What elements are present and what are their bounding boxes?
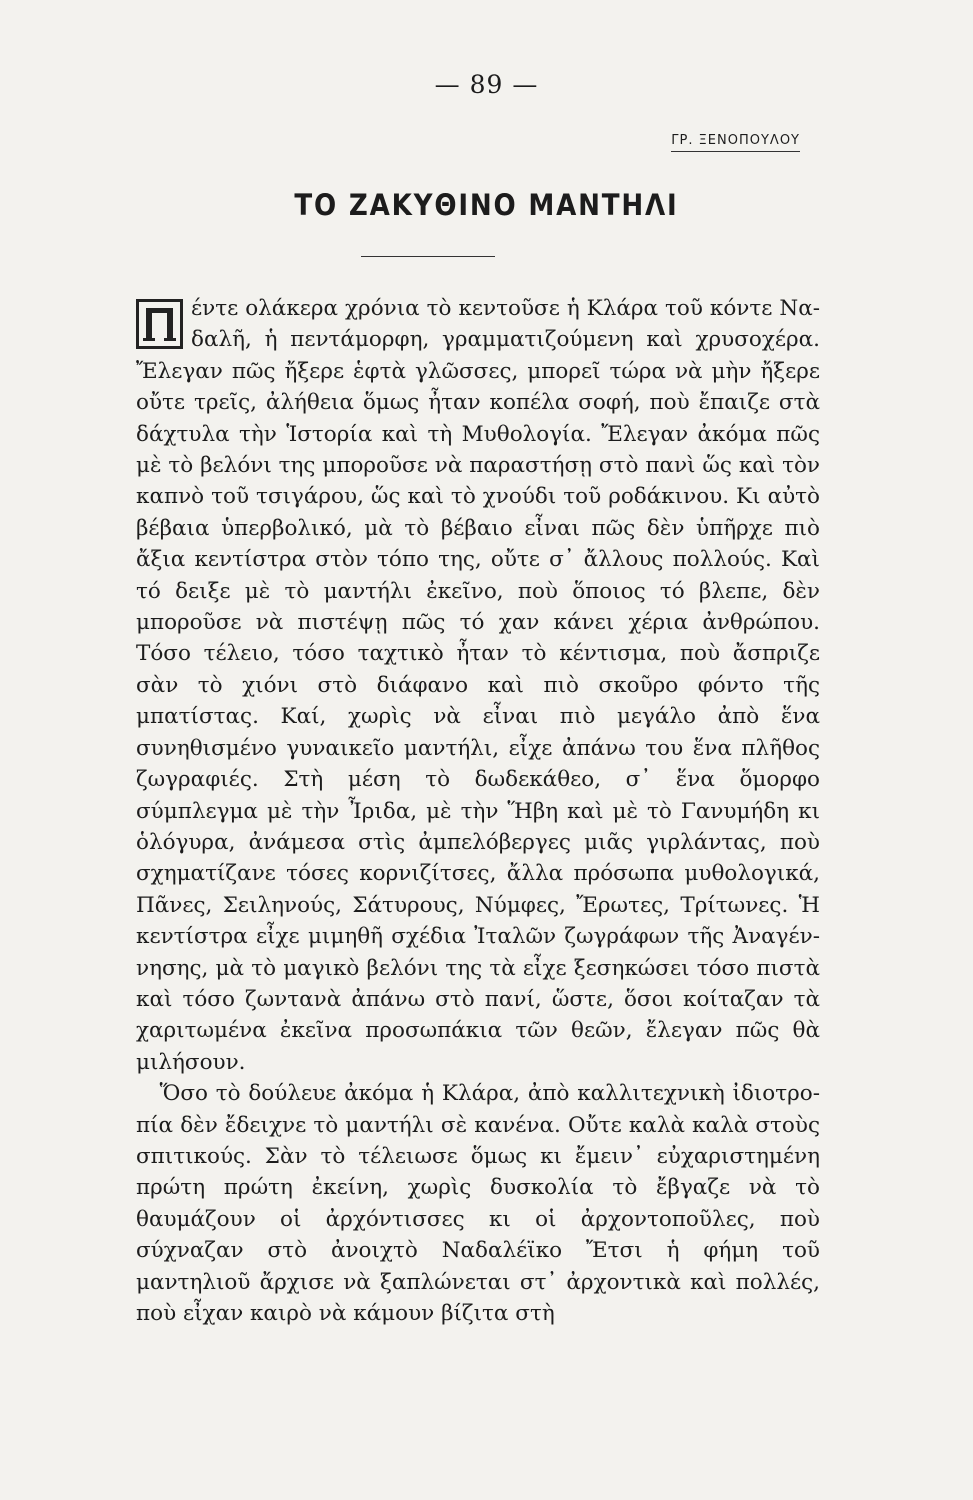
title-divider (361, 256, 495, 257)
article-body (136, 293, 820, 1329)
drop-cap (136, 299, 183, 349)
drop-cap-pi-glyph (142, 305, 177, 343)
page-number: — 89 — (434, 70, 539, 99)
drop-cap-letter (139, 302, 140, 303)
paragraph-1-text: έντε ολάκερα χρόνια τὸ κεντοῦσε ἡ Κλάρα τοῦ κόντε Ναδαλῆ, ἡ πεντάμορφη, γραμματιζούμενη καὶ χρυσοχέρα. Ἔλεγαν πῶς ἤξερε ἑφτὰ γλῶσσες, μπορεῖ τώρα νὰ μὴν ἤξερε οὔτε τρεῖς, ἀλήθεια ὅμως ἦταν κοπέλα σοφή, ποὺ ἔπαιζε στὰ δάχτυλα τὴν Ἱστορία καὶ τὴ Μυθολογία. Ἔλεγαν ἀκόμα πῶς μὲ τὸ βελόνι της μποροῦσε νὰ παραστήσῃ στὸ πανὶ ὥς καὶ τὸν καπνὸ τοῦ τσιγάρου, ὥς καὶ τὸ χνούδι τοῦ ροδάκινου. Κι αὐτὸ βέβαια ὑπερβολικό, μὰ τὸ βέβαιο εἶναι πῶς δὲν ὑπῆρχε πιὸ ἄξια κεντίστρα στὸν τόπο της, οὔτε σ᾽ ἄλλους πολλούς. Καὶ τό δειξε μὲ τὸ μαντήλι ἐκεῖνο, ποὺ ὅποιος τό βλεπε, δὲν μποροῦσε νὰ πιστέψῃ πῶς τό χαν κάνει χέρια ἀνθρώπου. Τόσο τέλειο, τόσο ταχτικὸ ἦταν τὸ κέντισμα, ποὺ ἄσπριζε σὰν τὸ χιόνι στὸ διάφανο καὶ πιὸ σκοῦρο φόντο τῆς μπατίστας. Καί, χωρὶς νὰ εἶναι πιὸ μεγάλο ἀπὸ ἕνα συνηθισμένο γυναικεῖο μαντήλι, εἶχε ἀπάνω του ἕνα πλῆθος ζωγραφιές. Στὴ μέση τὸ δωδεκάθεο, σ᾽ ἕνα ὅμορφο σύμπλεγμα μὲ τὴν Ἶριδα, μὲ τὴν Ἥβη καὶ μὲ τὸ Γανυμήδη κι ὁλόγυρα, ἀνάμεσα στὶς ἀμπελόβεργες μιᾶς γιρλάντας, ποὺ σχηματίζανε τόσες κορνιζίτσες, ἄλλα πρόσωπα μυθολογικά, Πᾶνες, Σειληνούς, Σάτυρους, Νύμφες, Ἔρωτες, Τρίτωνες. Ἡ κεντίστρα εἶχε μιμηθῆ σχέδια Ἰταλῶν ζωγράφων τῆς Ἀναγέννησης, μὰ τὸ μαγικὸ βελόνι της τὰ εἶχε ξεσηκώσει τόσο πιστὰ καὶ τόσο ζωντανὰ ἀπάνω στὸ πανί, ὥστε, ὅσοι κοίταζαν τὰ χαριτωμένα ἐκεῖνα προσωπάκια τῶν θεῶν, ἔλεγαν πῶς θὰ μιλήσουν. (136, 296, 820, 1075)
paragraph-2: Ὅσο τὸ δούλευε ἀκόμα ἡ Κλάρα, ἀπὸ καλλιτεχνικὴ ἰδιοτροπία δὲν ἔδειχνε τὸ μαντήλι σὲ κανένα. Οὔτε καλὰ καλὰ στοὺς σπιτικούς. Σὰν τὸ τέλειωσε ὅμως κι ἔμειν᾽ εὐχαριστημένη πρώτη πρώτη ἐκείνη, χωρὶς δυσκολία τὸ ἔβγαζε νὰ τὸ θαυμάζουν οἱ ἀρχόντισσες κι οἱ ἀρχοντοποῦλες, ποὺ σύχναζαν στὸ ἀνοιχτὸ Ναδαλέϊκο Ἔτσι ἡ φήμη τοῦ μαντηλιοῦ ἄρχισε νὰ ξαπλώνεται στ᾽ ἀρχοντικὰ καὶ πολλές, ποὺ εἶχαν καιρὸ νὰ κάμουν βίζιτα στὴ (136, 1081, 820, 1326)
author-name: ΓΡ. ΞΕΝΟΠΟΥΛΟΥ (671, 133, 800, 152)
paragraph-1 (136, 293, 820, 1078)
article-title: ΤΟ ΖΑΚΥΘΙΝΟ ΜΑΝΤΗΛΙ (294, 188, 679, 222)
